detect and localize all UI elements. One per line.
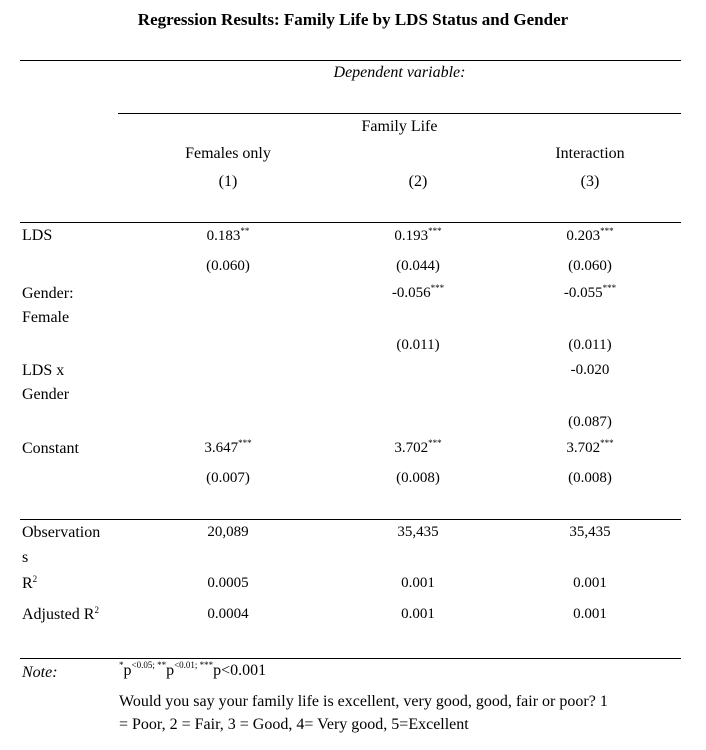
row-label-adjusted-r2: Adjusted $R^2$ [22,605,99,623]
column-number-1: (1) [218,173,238,190]
bottom-rule [20,658,681,659]
gender-se-2: (0.011) [396,337,440,353]
r2-3: 0.001 [573,575,607,591]
row-label-observations: Observation [22,524,101,541]
adjusted-r2-1: 0.0004 [207,606,249,622]
constant-coef-1: 3.647*** [204,438,252,456]
observations-1: 20,089 [207,524,249,540]
row-label-constant: Constant [22,440,79,457]
lds-x-gender-se-3: (0.087) [568,414,612,430]
lds-x-gender-coef-3: -0.020 [570,362,610,378]
row-label-observations-line2: s [22,549,29,566]
dependent-variable-label: Dependent variable: [333,64,466,81]
row-label-gender-line2: Female [22,309,70,326]
constant-coef-3: 3.702*** [566,438,614,456]
top-rule [20,60,681,61]
lds-se-3: (0.060) [568,258,612,274]
gender-se-3: (0.011) [568,337,612,353]
dependent-rule [118,113,681,114]
lds-coef-1: 0.183** [206,226,250,244]
question-note-line2: = Poor, 2 = Fair, 3 = Good, 4= Very good, 5=Excellent [119,716,469,733]
adjusted-r2-2: 0.001 [401,606,435,622]
gender-coef-2: -0.056*** [391,283,445,301]
observations-3: 35,435 [569,524,611,540]
lds-se-2: (0.044) [396,258,440,274]
row-label-lds-x-gender: LDS x [22,362,65,379]
coefficients-rule [20,519,681,520]
column-header-1: Females only [185,145,271,162]
table-title: Regression Results: Family Life by LDS Status and Gender [137,10,569,29]
constant-se-3: (0.008) [568,470,612,486]
header-rule [20,222,681,223]
column-number-2: (2) [408,173,428,190]
significance-note: *p$^{<0.05;}$ **p$^{<0.01;}$ ***p<0.001 [119,660,267,679]
r2-2: 0.001 [401,575,435,591]
question-note-line1: Would you say your family life is excellent, very good, good, fair or poor? 1 [119,693,608,710]
r2-1: 0.0005 [207,575,249,591]
lds-coef-3: 0.203*** [566,226,614,244]
constant-se-2: (0.008) [396,470,440,486]
gender-coef-3: -0.055*** [563,283,617,301]
adjusted-r2-3: 0.001 [573,606,607,622]
column-header-3: Interaction [555,145,625,162]
lds-coef-2: 0.193*** [394,226,442,244]
row-label-lds: LDS [22,227,53,244]
dependent-variable-name: Family Life [361,118,438,135]
lds-se-1: (0.060) [206,258,250,274]
column-number-3: (3) [580,173,600,190]
row-label-lds-x-gender-line2: Gender [22,386,70,403]
note-label: Note: [22,664,58,681]
constant-se-1: (0.007) [206,470,250,486]
row-label-gender: Gender: [22,285,74,302]
row-label-r2: $R^2$ [22,574,38,592]
constant-coef-2: 3.702*** [394,438,442,456]
observations-2: 35,435 [397,524,439,540]
